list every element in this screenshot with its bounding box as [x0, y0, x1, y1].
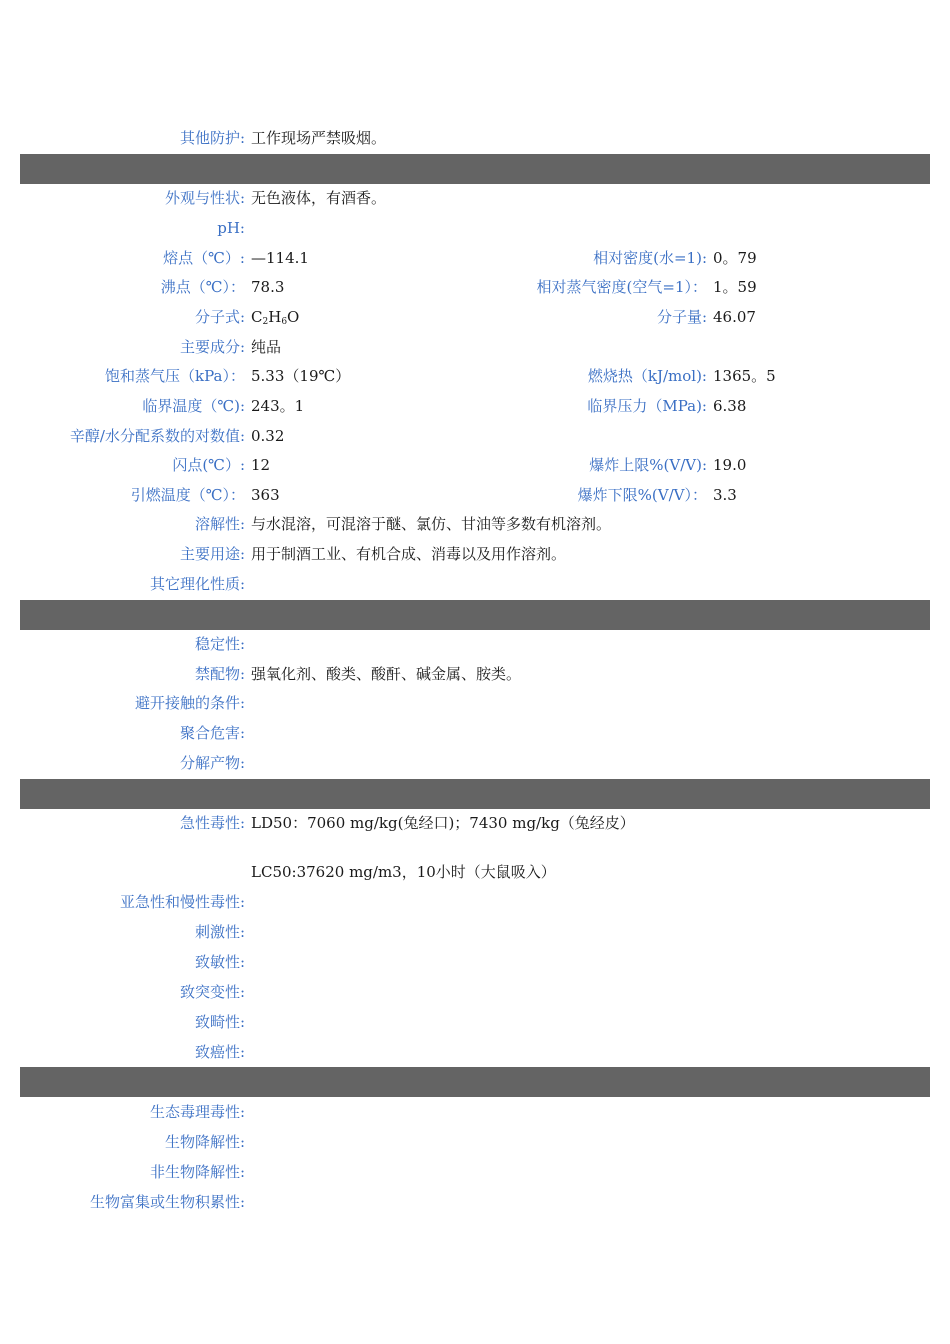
label-biodegradability: 生物降解性:: [164, 1133, 245, 1151]
label-avoid-conditions: 避开接触的条件:: [134, 694, 245, 712]
label-solubility: 溶解性:: [194, 515, 245, 533]
label-incompatible: 禁配物:: [194, 665, 245, 683]
row-main-component: [0, 333, 950, 361]
row-sensitization: [0, 948, 950, 976]
label-vapor-pressure: 饱和蒸气压（kPa）：: [105, 367, 245, 385]
row-boiling-point: [0, 273, 950, 301]
label-sensitization: 致敏性:: [194, 953, 245, 971]
row-ecotoxicity: [0, 1098, 950, 1126]
value-upper-explosive: 19.0: [713, 456, 747, 474]
value-vapor-density: 1。59: [713, 278, 757, 296]
row-subacute: [0, 888, 950, 916]
row-uses: [0, 540, 950, 568]
section-header-physchem: [20, 154, 930, 184]
label-other-physchem: 其它理化性质:: [149, 575, 245, 593]
value-heat-of-combustion: 1365。5: [713, 367, 776, 385]
value-acute-toxicity-lc50: LC50:37620 mg/m3，10小时（大鼠吸入）: [251, 863, 556, 881]
row-irritation: [0, 918, 950, 946]
label-molecular-weight: 分子量:: [656, 308, 707, 326]
label-mutagenicity: 致突变性:: [179, 983, 245, 1001]
value-relative-density: 0。79: [713, 249, 757, 267]
row-teratogenicity: [0, 1008, 950, 1036]
label-teratogenicity: 致畸性:: [194, 1013, 245, 1031]
label-polymerization: 聚合危害:: [179, 724, 245, 742]
row-log-kow: [0, 422, 950, 450]
row-bioaccumulation: [0, 1188, 950, 1216]
row-ph: [0, 214, 950, 242]
label-appearance: 外观与性状:: [164, 189, 245, 207]
value-critical-temp: 243。1: [251, 397, 305, 415]
label-main-component: 主要成分:: [179, 338, 245, 356]
value-formula: [251, 303, 299, 336]
label-decomposition: 分解产物:: [179, 754, 245, 772]
row-carcinogenicity: [0, 1038, 950, 1066]
label-critical-pressure: 临界压力（MPa):: [587, 397, 707, 415]
label-boiling-point: 沸点（℃）：: [160, 278, 245, 296]
value-lower-explosive: 3.3: [713, 486, 737, 504]
label-formula: 分子式:: [194, 308, 245, 326]
row-avoid-conditions: [0, 689, 950, 717]
value-uses: 用于制酒工业、有机合成、消毒以及用作溶剂。: [251, 545, 567, 563]
section-header-ecology: [20, 1067, 930, 1097]
row-ignition-temp: [0, 481, 950, 509]
row-polymerization: [0, 719, 950, 747]
label-irritation: 刺激性:: [194, 923, 245, 941]
row-critical-temp: [0, 392, 950, 420]
value-boiling-point: 78.3: [251, 278, 285, 296]
label-ignition-temp: 引燃温度（℃）：: [130, 486, 245, 504]
formula-o: O: [287, 308, 300, 326]
label-relative-density: 相对密度(水=1):: [593, 249, 707, 267]
formula-c-subscript: 2: [262, 317, 269, 327]
label-non-biodegradability: 非生物降解性:: [149, 1163, 245, 1181]
label-critical-temp: 临界温度（℃):: [142, 397, 245, 415]
label-heat-of-combustion: 燃烧热（kJ/mol):: [587, 367, 707, 385]
label-stability: 稳定性:: [194, 635, 245, 653]
label-upper-explosive: 爆炸上限%(V/V):: [589, 456, 707, 474]
row-solubility: [0, 510, 950, 538]
section-header-stability: [20, 600, 930, 630]
formula-h-subscript: 6: [281, 317, 288, 327]
value-melting-point: —114.1: [251, 249, 309, 267]
row-melting-point: [0, 244, 950, 272]
value-other-protection: 工作现场严禁吸烟。: [251, 129, 387, 147]
label-ph: pH:: [217, 219, 245, 237]
value-flash-point: 12: [251, 456, 271, 474]
row-incompatible: [0, 660, 950, 688]
value-ignition-temp: 363: [251, 486, 280, 504]
value-molecular-weight: 46.07: [713, 308, 756, 326]
label-uses: 主要用途:: [179, 545, 245, 563]
label-acute-toxicity: 急性毒性:: [179, 814, 245, 832]
label-carcinogenicity: 致癌性:: [194, 1043, 245, 1061]
row-mutagenicity: [0, 978, 950, 1006]
row-stability: [0, 630, 950, 658]
row-flash-point: [0, 451, 950, 479]
row-acute-toxicity: [0, 809, 950, 837]
value-vapor-pressure: 5.33（19℃）: [251, 367, 351, 385]
value-acute-toxicity-ld50: LD50：7060 mg/kg(兔经口)；7430 mg/kg（兔经皮）: [251, 814, 635, 832]
value-main-component: 纯品: [251, 338, 282, 356]
value-solubility: 与水混溶，可混溶于醚、氯仿、甘油等多数有机溶剂。: [251, 515, 612, 533]
label-vapor-density: 相对蒸气密度(空气=1）：: [536, 278, 707, 296]
row-non-biodegradability: [0, 1158, 950, 1186]
value-incompatible: 强氧化剂、酸类、酸酐、碱金属、胺类。: [251, 665, 522, 683]
label-melting-point: 熔点（℃）:: [163, 249, 245, 267]
label-log-kow: 辛醇/水分配系数的对数值:: [69, 427, 245, 445]
value-appearance: 无色液体，有酒香。: [251, 189, 387, 207]
row-formula: [0, 303, 950, 331]
label-subacute: 亚急性和慢性毒性:: [119, 893, 245, 911]
section-header-toxicology: [20, 779, 930, 809]
row-decomposition: [0, 749, 950, 777]
label-flash-point: 闪点(℃）:: [172, 456, 245, 474]
row-acute-toxicity-lc50: [0, 858, 950, 886]
label-other-protection: 其他防护:: [179, 129, 245, 147]
formula-c: C: [251, 308, 263, 326]
row-other-protection: [0, 124, 950, 152]
label-ecotoxicity: 生态毒理毒性:: [149, 1103, 245, 1121]
label-bioaccumulation: 生物富集或生物积累性:: [89, 1193, 245, 1211]
row-appearance: [0, 184, 950, 212]
formula-h: H: [268, 308, 282, 326]
row-other-physchem: [0, 570, 950, 598]
row-vapor-pressure: [0, 362, 950, 390]
label-lower-explosive: 爆炸下限%(V/V）：: [577, 486, 707, 504]
value-log-kow: 0.32: [251, 427, 285, 445]
row-biodegradability: [0, 1128, 950, 1156]
value-critical-pressure: 6.38: [713, 397, 747, 415]
